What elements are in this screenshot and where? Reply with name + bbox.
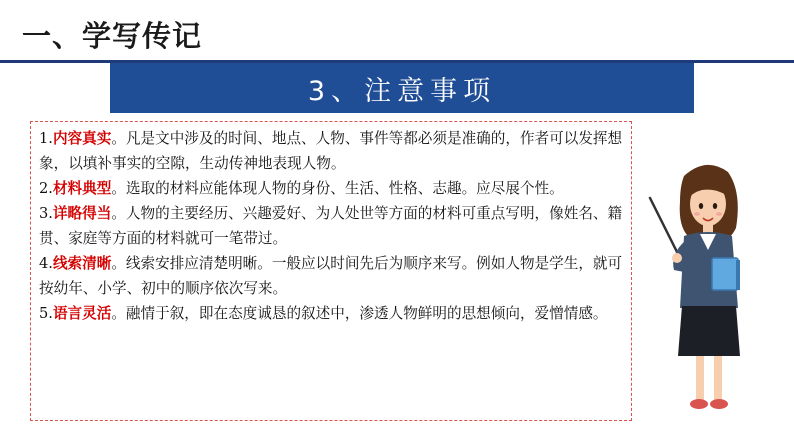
teacher-illustration bbox=[644, 158, 754, 420]
item-number: 3. bbox=[39, 205, 53, 222]
item-keyword: 材料典型 bbox=[52, 180, 112, 197]
book-icon bbox=[712, 258, 738, 290]
leg bbox=[714, 356, 722, 400]
item-text: 。选取的材料应能体现人物的身份、生活、性格、志趣。应尽展个性。 bbox=[111, 180, 564, 197]
item-text: 。融情于叙，即在态度诚恳的叙述中，渗透人物鲜明的思想倾向，爱憎情感。 bbox=[111, 305, 608, 322]
item-keyword: 内容真实 bbox=[52, 130, 112, 147]
notes-list bbox=[39, 126, 625, 326]
list-item bbox=[39, 301, 625, 326]
item-keyword: 线索清晰 bbox=[52, 255, 112, 272]
list-item bbox=[39, 126, 625, 176]
item-keyword: 语言灵活 bbox=[52, 305, 112, 322]
eye bbox=[699, 203, 703, 209]
section-banner-label: 3、注意事项 bbox=[307, 75, 497, 107]
item-text: 。线索安排应清楚明晰。一般应以时间先后为顺序来写。例如人物是学生，就可按幼年、小学、初中的顺序依次写来。 bbox=[39, 255, 623, 297]
shoe bbox=[710, 399, 728, 409]
item-number: 4. bbox=[39, 255, 53, 272]
notes-box bbox=[30, 121, 632, 421]
item-text: 。凡是文中涉及的时间、地点、人物、事件等都必须是准确的，作者可以发挥想象，以填补事实的空隙，生动传神地表现人物。 bbox=[39, 130, 623, 172]
hand bbox=[672, 253, 682, 263]
page-title: 一、学写传记 bbox=[22, 19, 203, 53]
eye bbox=[713, 203, 717, 209]
list-item bbox=[39, 201, 625, 251]
leg bbox=[696, 356, 704, 400]
list-item bbox=[39, 176, 625, 201]
item-keyword: 详略得当 bbox=[52, 205, 112, 222]
item-text: 。人物的主要经历、兴趣爱好、为人处世等方面的材料可重点写明，像姓名、籍贯、家庭等方面的材料就可一笔带过。 bbox=[39, 205, 623, 247]
item-number: 5. bbox=[39, 305, 53, 322]
section-banner bbox=[110, 63, 694, 113]
list-item bbox=[39, 251, 625, 301]
item-number: 1. bbox=[39, 130, 53, 147]
pointer-stick bbox=[650, 198, 678, 254]
item-number: 2. bbox=[39, 180, 53, 197]
skirt bbox=[678, 306, 740, 356]
shoe bbox=[690, 399, 708, 409]
